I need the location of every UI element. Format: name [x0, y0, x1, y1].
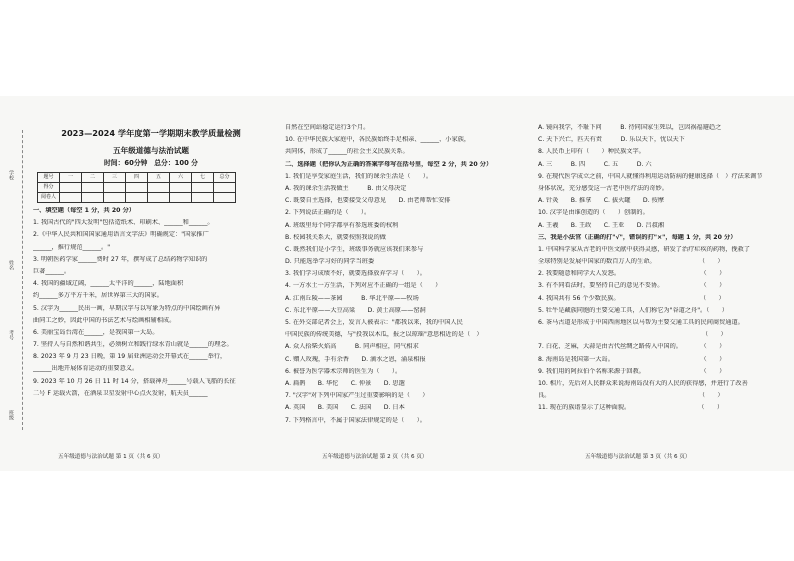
score-cell[interactable]: [170, 183, 192, 193]
page3-line: 9. 我们用的阿拉伯个名称来源于回教。 （ ）: [538, 367, 726, 375]
page2-line: A. 班级里每个同学都享有参选班委的权利: [285, 221, 399, 229]
page1-line: ______出地开展体育运动的重要意义。: [33, 365, 139, 373]
score-cell[interactable]: [104, 183, 126, 193]
page3-line: A. 王羲 B. 王政 C. 王亚 D. 吕叔湘: [538, 221, 664, 229]
page2-line: 6. 被誉为医学器术宗师的医生为（ ）。: [285, 367, 402, 375]
page2-line: A. 英国 B. 美国 C. 法国 D. 日本: [285, 404, 405, 412]
exam-page-3: [538, 96, 774, 471]
score-cell[interactable]: [126, 193, 148, 203]
page1-line: 二号 F 运载火箭，在酒泉卫星发射中心点火发射，航天员______: [33, 389, 208, 397]
score-cell[interactable]: [148, 193, 170, 203]
page2-line: A. 众人拾柴火焰高 B. 同声相应，同气相求: [285, 343, 419, 351]
score-cell[interactable]: [82, 183, 104, 193]
page2-line: 共同体，形成了______的社会主义民族关系。: [285, 148, 409, 156]
page2-line: 二、选择题（把你认为正确的答案字母写在括号里，每空 2 分，共 20 分）: [285, 160, 493, 168]
score-header-cell: 一: [60, 173, 82, 183]
score-cell[interactable]: [192, 183, 214, 193]
page3-line: 11. 现在的族谱显示了这种面貌。 （ ）: [538, 404, 724, 412]
page2-line: 7. "汉字"对下列中国家产生过重要影响的是（ ）: [285, 392, 429, 400]
score-cell[interactable]: [126, 183, 148, 193]
time-score: 时间：60分钟 总分：100 分: [104, 159, 198, 167]
page1-line: 3. 明朝医药学家______费时 27 年，撰写成了总结药物学知识的: [33, 255, 208, 263]
side-label: 考号: [8, 330, 14, 340]
score-header-cell: 六: [170, 173, 192, 183]
page2-line: C. 既要自主选择，也要接受父母意见 D. 由老师帮忙安排: [285, 197, 451, 205]
score-header-cell: 五: [148, 173, 170, 183]
page1-line: 曲同工之妙，因此中国的书法艺术与绘画相辅相成。: [33, 316, 176, 324]
page3-line: 8. 海南岛是我国第一大岛。 （ ）: [538, 355, 726, 363]
score-cell[interactable]: [148, 183, 170, 193]
page2-line: A. 扁鹊 B. 华佗 C. 仲景 D. 思邈: [285, 379, 405, 387]
page3-line: A. 镜向我学，不耻下问 B. 待同国家生死以，岂因祸福避趋之: [538, 124, 722, 131]
exam-page-1: [33, 96, 269, 471]
page1-line: 巨著______。: [33, 267, 71, 275]
page3-line: 全球特别是发展中国家的数百万人的生命。 （ ）: [538, 258, 724, 266]
page2-line: C. 东北平原——大豆高粱 D. 黄土高原——窑洞: [285, 306, 426, 314]
page1-line: 8. 2023 年 9 月 23 日晚，第 19 届亚洲运动会开幕式在______举行，: [33, 353, 227, 361]
page2-line: 10. 在中华民族大家庭中，各民族始终手足相亲、______、小家族，: [285, 136, 471, 144]
page3-line: （ ）: [538, 331, 727, 339]
page3-line: 3. 有不同看法时，要坚持自己的意见不妥协。 （ ）: [538, 282, 726, 290]
binding-line: [22, 130, 23, 430]
page3-line: 10. 相片，先后对人民群众来说海南岛没有大的人民的获得感，并进行了改善: [538, 379, 748, 387]
side-label: 姓名: [8, 260, 14, 270]
exam-page-2: [285, 96, 525, 471]
page3-line: 4. 我国共有 56 个少数民族。 （ ）: [538, 294, 725, 302]
page2-line: 7. 下列格言中，不属于国家法律规定的是（ ）。: [285, 416, 426, 424]
page1-line: 7. 坚持人与自然和谐共生，必须树立和践行绿水青山就是______的理念。: [33, 341, 233, 349]
score-row-label: 得分: [38, 183, 60, 193]
score-header-cell: 总分: [214, 173, 236, 183]
page3-line: 2. 我要随意和同学大人发怒。 （ ）: [538, 270, 726, 278]
side-label: 学校: [8, 170, 14, 180]
page3-line: 7. 白花、芝麻，大蒜是由古代丝绸之路传入中国的。 （ ）: [538, 343, 726, 351]
page3-line: 良。 （ ）: [538, 392, 724, 400]
score-cell[interactable]: [214, 193, 236, 203]
page2-line: 5. 在外交部记者会上，发言人被表示："都我以来，我的中国人民: [285, 319, 463, 326]
page2-line: A. 江南丘陵——茶园 B. 华北平原——牧场: [285, 294, 419, 302]
page2-line: 自然在空间站稳定运行3个月。: [285, 124, 370, 131]
page2-line: C. 赠人玫瑰，手有余香 D. 滴水之恩，涌泉相报: [285, 355, 426, 363]
score-cell[interactable]: [60, 183, 82, 193]
side-label: 班级: [8, 410, 14, 420]
score-row-label: 阅卷人: [38, 193, 60, 203]
page-footer-1: 五年级道德与法治试题 第 1 页（共 6 页）: [58, 454, 164, 460]
page1-line: 约______多万平方千米，居世界第三大的国家。: [33, 292, 163, 300]
score-cell[interactable]: [104, 193, 126, 203]
score-cell[interactable]: [192, 193, 214, 203]
exam-title: 2023—2024 学年度第一学期期末教学质量检测: [61, 128, 241, 138]
page-footer-3: 五年级道德与法治试题 第 3 页（共 6 页）: [585, 454, 691, 460]
page1-line: 2.《中华人民共和国国家通用语言文字法》明确规定："国家推广: [33, 231, 209, 239]
score-cell[interactable]: [214, 183, 236, 193]
page3-line: C. 天下兴亡，匹夫有责 D. 乐以天下，忧以天下: [538, 136, 685, 144]
page3-line: A. 三 B. 四 C. 五 D. 六: [538, 160, 652, 168]
page2-line: A. 我的课余生活我做主 B. 由父母决定: [285, 184, 407, 192]
page3-line: 10. 汉字是由谁创造的（ ）创制的。: [538, 209, 649, 217]
score-header-cell: 题号: [38, 173, 60, 183]
page1-line: 4. 我国的疆域辽阔，______太平洋的______，陆地面积: [33, 280, 184, 288]
page1-line: ______，推行规范______。": [33, 243, 111, 251]
page2-line: 2. 下列说法正确的是（ ）。: [285, 209, 371, 217]
page3-line: 三、我是小法官（正确的打"√"，错误的打"×"，每题 1 分，共 20 分）: [538, 233, 737, 241]
page2-line: 4. 一方水土一方生活，下列对应不正确的一组是（ ）: [285, 282, 442, 290]
score-cell[interactable]: [60, 193, 82, 203]
score-header-cell: 二: [82, 173, 104, 183]
page2-line: B. 校园我关系大，就要按照我说的做: [285, 233, 386, 241]
exam-subtitle: 五年级道德与法治试题: [113, 146, 189, 155]
page-footer-2: 五年级道德与法治试题 第 2 页（共 6 页）: [322, 454, 428, 460]
score-header-cell: 七: [192, 173, 214, 183]
page1-line: 一、填空题（每空 1 分，共 20 分）: [33, 207, 135, 214]
page3-line: 9. 在现代医学成立之前，中国人就懂得利用运动防病的健康选择（ ）疗法来调节: [538, 172, 763, 180]
page3-line: 6. 茶马古道是形成于中国西南地区以马帮为主要交通工具的民间商贸通道。: [538, 319, 744, 326]
page3-line: 8. 人民币上印有（ ）种民族文字。: [538, 148, 645, 156]
score-table: [37, 172, 236, 203]
page3-line: 5. 牡牛是藏族同胞的主要交通工具，人们称它为"谷道之舟"。（ ）: [538, 306, 728, 314]
page3-line: 身体状况，充分感受这一古老中医疗法的奇妙。: [538, 184, 668, 192]
page3-line: 1. 中国科学家从古老的中医文献中获得灵感，研发了治疗疟疾的药物，挽救了: [538, 245, 751, 253]
page1-line: 6. 美丽宝岛台湾在______，是我国第一大岛。: [33, 328, 159, 336]
page1-line: 5. 汉字为______民出一画，早期汉字与以写象为特点的中国绘画有异: [33, 304, 221, 312]
score-header-cell: 四: [126, 173, 148, 183]
page2-line: D. 只能选举学习好的同学当班委: [285, 258, 375, 266]
score-cell[interactable]: [170, 193, 192, 203]
page2-line: 1. 我们是享受家庭生活，我们的课余生活是（ ）。: [285, 172, 433, 180]
page3-line: A. 针灸 B. 推拿 C. 拔火罐 D. 按摩: [538, 197, 664, 205]
page2-line: C. 既然我们是小学生，班级事务就应该我们来参与: [285, 245, 424, 253]
score-cell[interactable]: [82, 193, 104, 203]
page2-line: 中国民族的传统美德，与"投我以木瓜，报之以琼瑶"意思相近的是（ ）: [285, 331, 483, 339]
page2-line: 3. 我们学习成绩不好，就要选择放弃学习（ ）。: [285, 270, 426, 278]
page1-line: 1. 我国古代的"四大发明"包括造纸术、印刷术、______和______。: [33, 219, 214, 227]
page1-line: 9. 2023 年 10 月 26 日 11 时 14 分，搭载神舟______号载人飞船的长征: [33, 377, 236, 385]
score-header-cell: 三: [104, 173, 126, 183]
